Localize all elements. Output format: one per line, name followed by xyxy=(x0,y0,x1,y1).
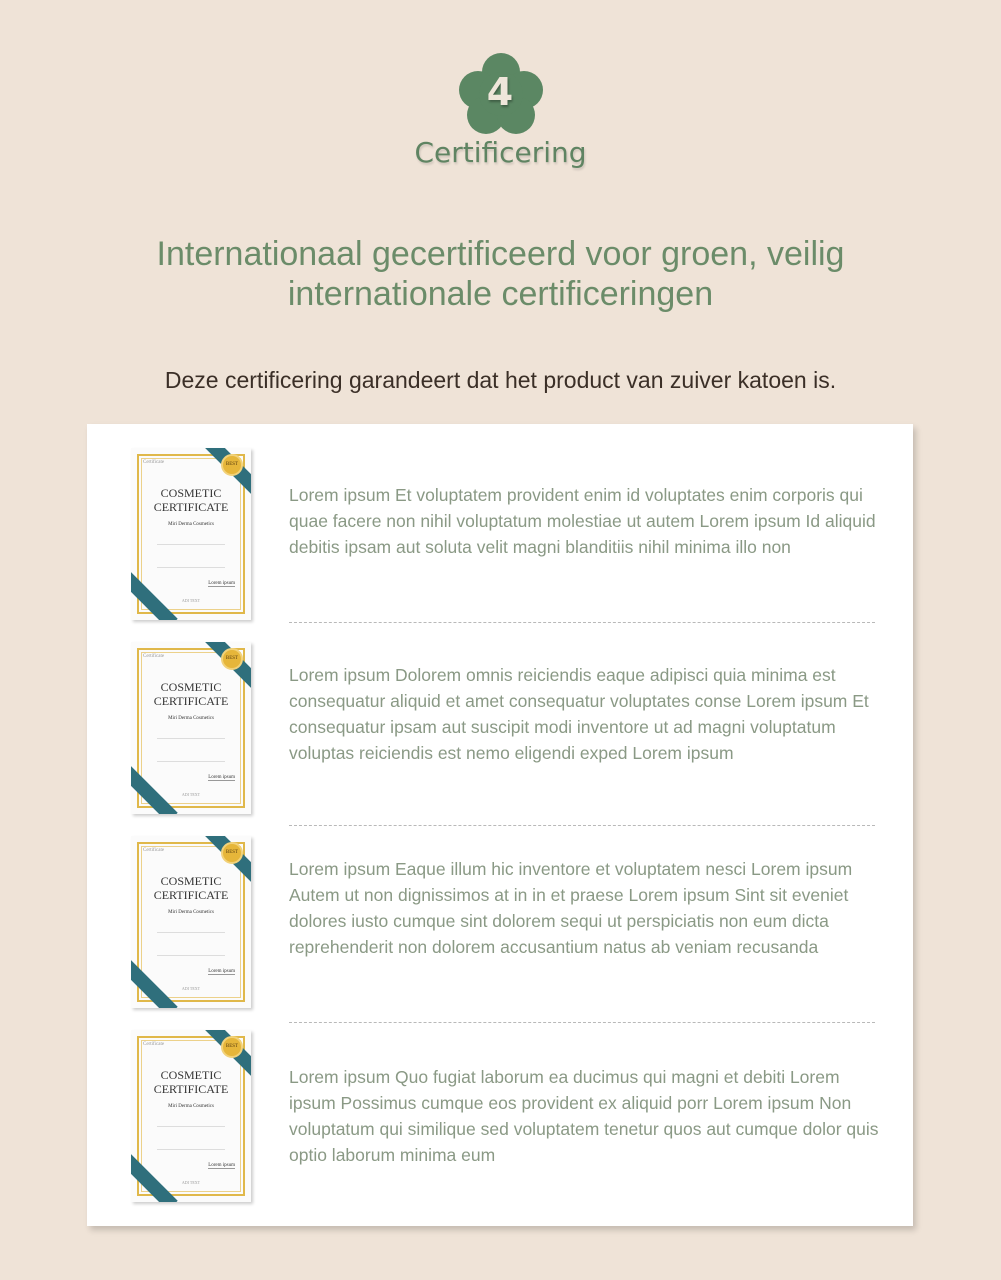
certificate-company: Miri Derma Cosmetics xyxy=(168,910,214,915)
item-description: Lorem ipsum Eaque illum hic inventore et voluptatem nesci Lorem ipsum Autem ut non dignissimos at in in et praese Lorem ipsum Sint sit eveniet dolores iusto cumque sint dolorem sequi ut perspiciatis non eum dicta reprehenderit non dolorem accusantium natus ab veniam recusanda xyxy=(289,859,853,957)
certificate-label: Certificate xyxy=(143,848,165,853)
certificate-inner-frame xyxy=(141,1040,241,1192)
seal-icon: BEST xyxy=(221,454,243,476)
certificate-lines xyxy=(157,544,225,568)
seal-icon: BEST xyxy=(221,648,243,670)
certificate-date: ADI TEXT xyxy=(181,598,201,603)
certificate-image xyxy=(131,1030,251,1202)
title-line-1: Internationaal gecertificeerd voor groen, veilig xyxy=(156,235,845,273)
certificate-lines xyxy=(157,738,225,762)
certificate-date: ADI TEXT xyxy=(181,986,201,991)
certificate-title: COSMETIC CERTIFICATE xyxy=(153,1068,229,1096)
step-badge xyxy=(458,52,544,136)
certificate-title: COSMETIC CERTIFICATE xyxy=(153,680,229,708)
certification-card xyxy=(87,424,913,1226)
certificate-inner-frame xyxy=(141,846,241,998)
title-line-2: internationale certificeringen xyxy=(287,275,714,313)
certificate-image xyxy=(131,642,251,814)
seal-icon: BEST xyxy=(221,1036,243,1058)
seal-icon: BEST xyxy=(221,842,243,864)
certificate-lines xyxy=(157,1126,225,1150)
section-title: Certificering xyxy=(414,136,587,169)
certificate-label: Certificate xyxy=(143,654,165,659)
certificate-date: ADI TEXT xyxy=(181,1180,201,1185)
certificate-label: Certificate xyxy=(143,1042,165,1047)
certificate-signature: Lorem ipsum xyxy=(208,775,235,780)
certificate-image xyxy=(131,836,251,1008)
divider xyxy=(289,622,875,623)
divider xyxy=(289,1022,875,1023)
certificate-company: Miri Derma Cosmetics xyxy=(168,716,214,721)
certificate-company: Miri Derma Cosmetics xyxy=(168,1104,214,1109)
certificate-inner-frame xyxy=(141,458,241,610)
certificate-date: ADI TEXT xyxy=(181,792,201,797)
certificate-inner-frame xyxy=(141,652,241,804)
step-number: 4 xyxy=(486,70,514,114)
certificate-lines xyxy=(157,932,225,956)
certificate-title: COSMETIC CERTIFICATE xyxy=(153,874,229,902)
certificate-signature: Lorem ipsum xyxy=(208,969,235,974)
certificate-signature: Lorem ipsum xyxy=(208,581,235,586)
item-description: Lorem ipsum Et voluptatem provident enim id voluptates enim corporis qui quae facere non nihil voluptatum molestiae ut autem Lorem ipsum Id aliquid debitis ipsam aut soluta velit magni blanditiis nihil minima illo non xyxy=(289,485,876,557)
page-subtitle: Deze certificering garandeert dat het product van zuiver katoen is. xyxy=(164,367,837,393)
page-title xyxy=(0,234,1001,314)
divider xyxy=(289,825,875,826)
certificate-signature: Lorem ipsum xyxy=(208,1163,235,1168)
certificate-company: Miri Derma Cosmetics xyxy=(168,522,214,527)
certificate-title: COSMETIC CERTIFICATE xyxy=(153,486,229,514)
certificate-image xyxy=(131,448,251,620)
item-description: Lorem ipsum Quo fugiat laborum ea ducimus qui magni et debiti Lorem ipsum Possimus cumque eos provident ex aliquid porr Lorem ipsum Non voluptatum qui similique sed voluptatem tenetur quos aut cumque dolor quis optio laborum minima eum xyxy=(289,1067,879,1165)
certificate-label: Certificate xyxy=(143,460,165,465)
item-description: Lorem ipsum Dolorem omnis reiciendis eaque adipisci quia minima est consequatur aliquid et amet consequatur voluptates conse Lorem ipsum Et consequatur ipsam aut suscipit modi inventore ut ad magni voluptatum voluptas reiciendis est nemo eligendi exped Lorem ipsum xyxy=(289,665,869,763)
